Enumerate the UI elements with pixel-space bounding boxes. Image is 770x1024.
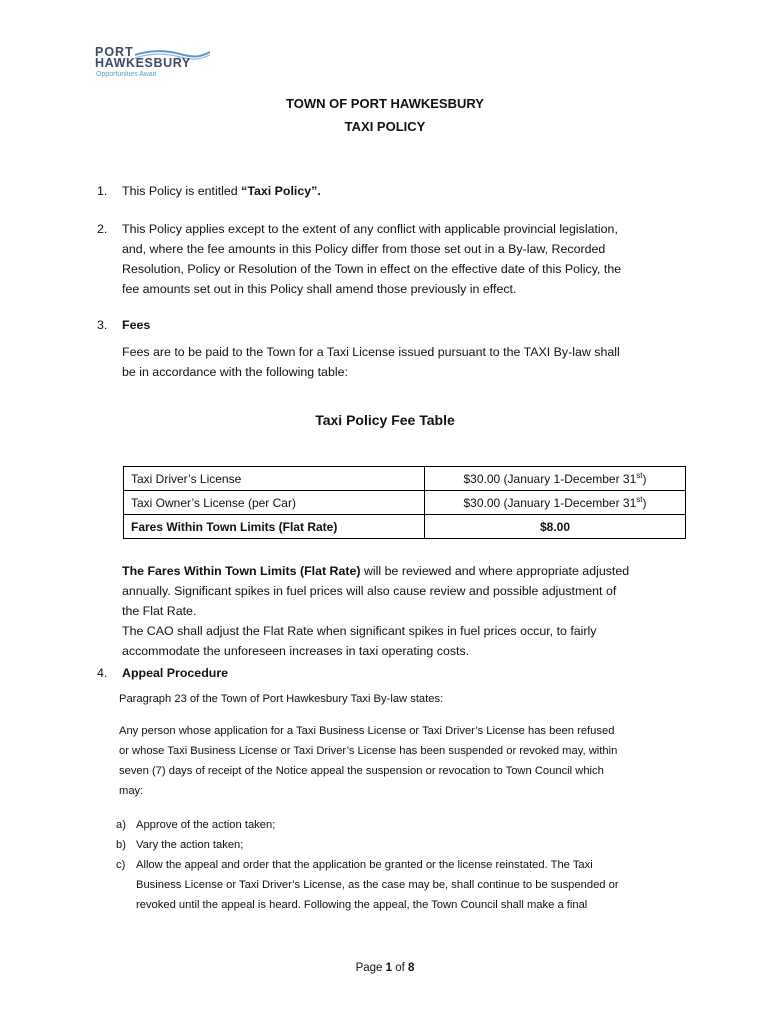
current-page: 1: [385, 962, 393, 974]
fee-amount: $30.00 (January 1-December 31: [463, 495, 637, 510]
section-2-line: and, where the fee amounts in this Policy differ from those set out in a By-law, Recorded: [122, 242, 606, 256]
fee-amount-cell: [425, 491, 686, 515]
section-4-quote: [119, 721, 683, 801]
section-1-number: 1.: [97, 184, 108, 198]
section-2-line: Resolution, Policy or Resolution of the Town in effect on the effective date of this Policy, the: [122, 262, 622, 276]
section-1-policy-name: “Taxi Policy”.: [241, 184, 321, 198]
list-item-line: Allow the appeal and order that the application be granted or the license reinstated. The Taxi: [136, 859, 593, 871]
table-row: [124, 515, 686, 539]
fee-close-paren: ): [642, 471, 647, 486]
fares-note-line: the Flat Rate.: [122, 604, 197, 618]
town-logo: [95, 46, 225, 82]
quote-line: seven (7) days of receipt of the Notice appeal the suspension or revocation to Town Council which: [119, 765, 604, 777]
logo-tagline: Opportunities Await: [96, 71, 157, 78]
page-number: [0, 962, 770, 974]
fee-ordinal: st: [636, 494, 643, 504]
section-2-text: [122, 219, 682, 299]
fares-note: [122, 561, 682, 661]
section-3-text: [122, 342, 682, 382]
table-row: [124, 491, 686, 515]
section-3-line: be in accordance with the following table:: [122, 365, 348, 379]
fares-note-line: accommodate the unforeseen increases in taxi operating costs.: [122, 644, 470, 658]
fee-amount-cell: $8.00: [425, 515, 686, 539]
list-item-line: Business License or Taxi Driver’s License, as the case may be, shall continue to be suspended or: [136, 879, 619, 891]
total-pages: 8: [408, 962, 415, 974]
fee-item-cell: Taxi Driver’s License: [124, 467, 425, 491]
section-2-number: 2.: [97, 222, 108, 236]
section-2-line: This Policy applies except to the extent of any conflict with applicable provincial legislation,: [122, 222, 618, 236]
section-2-line: fee amounts set out in this Policy shall amend those previously in effect.: [122, 282, 517, 296]
fares-note-bold: The Fares Within Town Limits (Flat Rate): [122, 564, 361, 578]
fares-note-rest: will be reviewed and where appropriate adjusted: [360, 564, 630, 578]
section-3-number: 3.: [97, 318, 108, 332]
section-4-number: 4.: [97, 666, 108, 680]
fares-note-line: [122, 561, 682, 581]
list-item-text: Approve of the action taken;: [136, 819, 276, 831]
fee-item-cell: Taxi Owner’s License (per Car): [124, 491, 425, 515]
fares-note-line: annually. Significant spikes in fuel prices will also cause review and possible adjustment of: [122, 584, 617, 598]
list-item-text: Vary the action taken;: [136, 839, 244, 851]
section-1-text-regular: This Policy is entitled: [122, 184, 242, 198]
section-1-text: [122, 181, 682, 201]
list-item-letter: b): [116, 839, 126, 851]
list-item-letter: c): [116, 859, 126, 871]
fares-note-line: The CAO shall adjust the Flat Rate when significant spikes in fuel prices occur, to fairly: [122, 624, 597, 638]
quote-line: may:: [119, 785, 144, 797]
logo-text-port: PORT: [95, 45, 134, 59]
section-3-heading: Fees: [122, 318, 151, 332]
section-4-intro: Paragraph 23 of the Town of Port Hawkesbury Taxi By-law states:: [119, 693, 444, 705]
page-of: of: [392, 962, 409, 974]
fee-table: [123, 466, 686, 539]
fee-amount-cell: [425, 467, 686, 491]
section-4-heading: Appeal Procedure: [122, 666, 229, 680]
logo-text-hawkesbury: HAWKESBURY: [95, 56, 191, 70]
fee-ordinal: st: [636, 470, 643, 480]
doc-title-town: TOWN OF PORT HAWKESBURY: [286, 96, 484, 111]
quote-line: or whose Taxi Business License or Taxi Driver’s License has been suspended or revoked may, within: [119, 745, 618, 757]
fee-amount: $30.00 (January 1-December 31: [463, 471, 637, 486]
fee-close-paren: ): [642, 495, 647, 510]
quote-line: Any person whose application for a Taxi Business License or Taxi Driver’s License has been refused: [119, 725, 615, 737]
doc-title-policy: TAXI POLICY: [344, 119, 426, 134]
list-item-line: revoked until the appeal is heard. Following the appeal, the Town Council shall make a final: [136, 899, 588, 911]
section-3-line: Fees are to be paid to the Town for a Taxi License issued pursuant to the TAXI By-law shall: [122, 345, 620, 359]
list-item-text: [136, 855, 683, 915]
fee-item-cell: Fares Within Town Limits (Flat Rate): [124, 515, 425, 539]
page-label: Page: [355, 962, 386, 974]
list-item-letter: a): [116, 819, 126, 831]
table-row: [124, 467, 686, 491]
fee-table-title: Taxi Policy Fee Table: [315, 412, 455, 428]
